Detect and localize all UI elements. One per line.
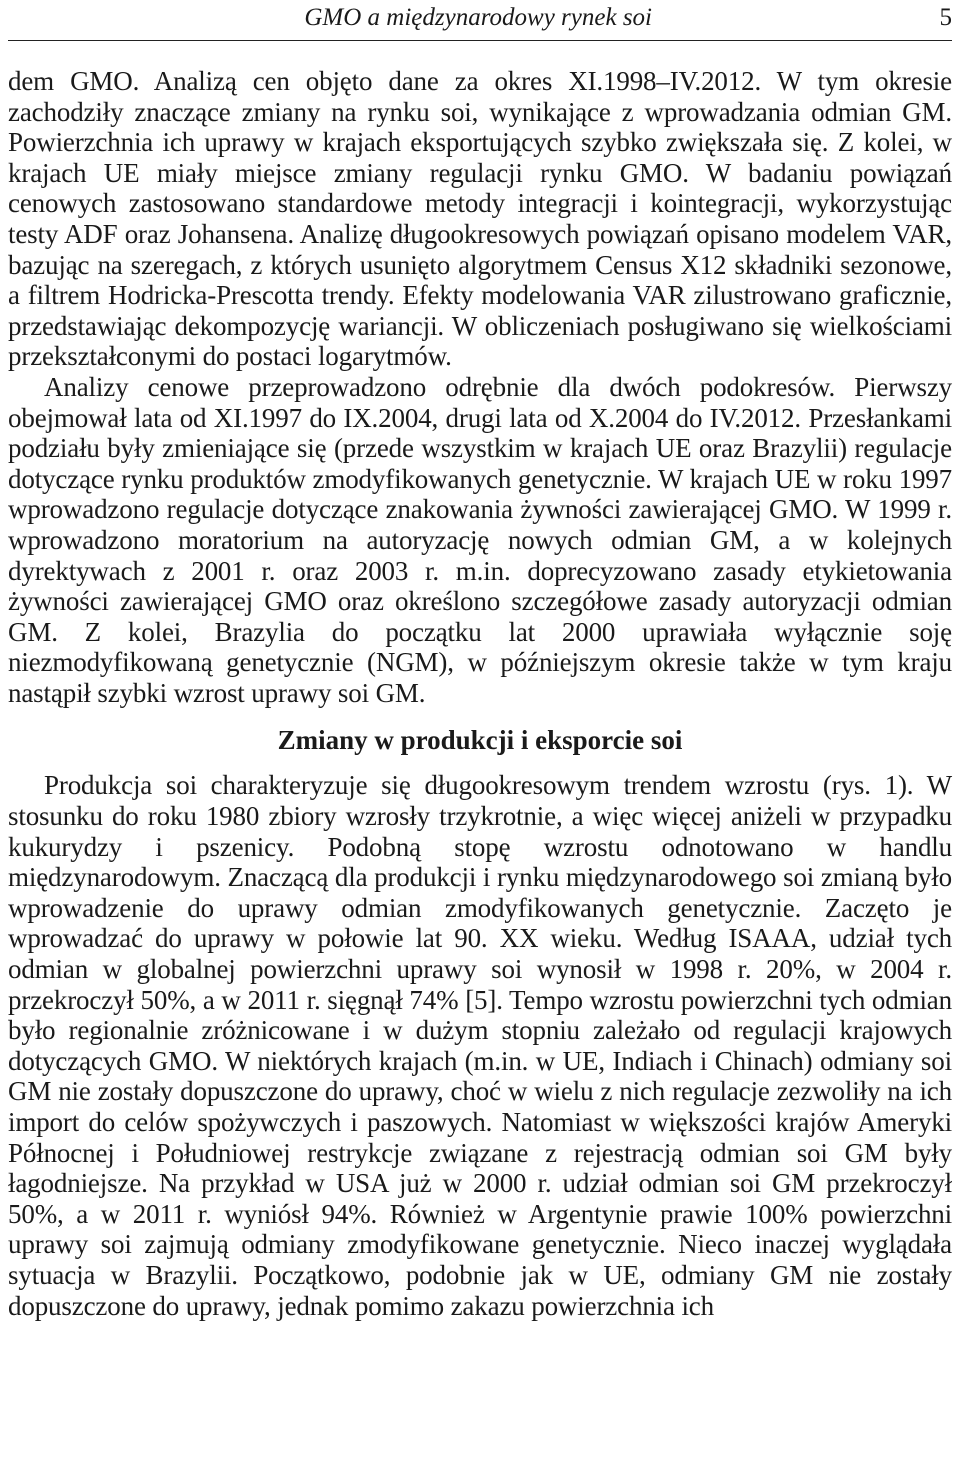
section-heading: Zmiany w produkcji i eksporcie soi bbox=[277, 725, 683, 756]
paragraph-production-export: Produkcja soi charakteryzuje się długookresowym trendem wzrostu (rys. 1). W stosunku do roku 1980 zbiory wzrosły trzykrotnie, a więc więcej aniżeli w przypadku kukurydzy i pszenicy. Podobną stopę wzrostu odnotowano w handlu międzynarodowym. Znaczącą dla produkcji i rynku międzynarodowego soi zmianą było wprowadzenie do uprawy odmian zmodyfikowanych genetycznie. Zaczęto je wprowadzać do uprawy w połowie lat 90. XX wieku. Według ISAAA, udział tych odmian w globalnej powierzchni uprawy soi wynosił w 1998 r. 20%, w 2004 r. przekroczył 50%, a w 2011 r. sięgnął 74% [5]. Tempo wzrostu powierzchni tych odmian było regionalnie zróżnicowane i w dużym stopniu zależało od regulacji krajowych dotyczących GMO. W niektórych krajach (m.in. w UE, Indiach i Chinach) odmiany soi GM nie zostały dopuszczone do uprawy, choć w wielu z nich regulacje zezwoliły na ich import do celów spożywczych i paszowych. Natomiast w większości krajów Ameryki Północnej i Południowej restrykcje związane z rejestracją odmian soi GM były łagodniejsze. Na przykład w USA już w 2000 r. udział odmian soi GM przekroczył 50%, a w 2011 r. wyniósł 94%. Również w Argentynie prawie 100% powierzchni uprawy soi zajmują odmiany zmodyfikowane genetycznie. Nieco inaczej wyglądała sytuacja w Brazylii. Początkowo, podobnie jak w UE, odmiany GM nie zostały dopuszczone do uprawy, jednak pomimo zakazu powierzchnia ich bbox=[8, 770, 952, 1321]
page-number: 5 bbox=[939, 4, 952, 31]
paragraph-methodology: dem GMO. Analizą cen objęto dane za okres XI.1998–IV.2012. W tym okresie zachodziły znaczące zmiany na rynku soi, wynikające z wprowadzania odmian GM. Powierzchnia ich uprawy w krajach eksportujących szybko zwiększała się. Z kolei, w krajach UE miały miejsce zmiany regulacji rynku GMO. W badaniu powiązań cenowych zastosowano standardowe metody integracji i kointegracji, wykorzystując testy ADF oraz Johansena. Analizę długookresowych powiązań opisano modelem VAR, bazując na szeregach, z których usunięto algorytmem Census X12 składniki sezonowe, a filtrem Hodricka-Prescotta trendy. Efekty modelowania VAR zilustrowano graficznie, przedstawiając dekompozycję wariancji. W obliczeniach posługiwano się wielkościami przekształconymi do postaci logarytmów. bbox=[8, 66, 952, 372]
page-body bbox=[8, 66, 952, 1321]
running-title: GMO a międzynarodowy rynek soi bbox=[304, 4, 652, 31]
paragraph-analysis-periods: Analizy cenowe przeprowadzono odrębnie dla dwóch podokresów. Pierwszy obejmował lata od XI.1997 do IX.2004, drugi lata od X.2004 do IV.2012. Przesłankami podziału były zmieniające się (przede wszystkim w krajach UE oraz Brazylii) regulacje dotyczące rynku produktów zmodyfikowanych genetycznie. W krajach UE w roku 1997 wprowadzono regulacje dotyczące znakowania żywności zawierającej GMO. W 1999 r. wprowadzono moratorium na autoryzację nowych odmian GM, a w kolejnych dyrektywach z 2001 r. oraz 2003 r. m.in. doprecyzowano zasady etykietowania żywności zawierającej GMO oraz określono szczegółowe zasady autoryzacji odmian GM. Z kolei, Brazylia do początku lat 2000 uprawiała wyłącznie soję niezmodyfikowaną genetycznie (NGM), w późniejszym okresie także w tym kraju nastąpił szybki wzrost uprawy soi GM. bbox=[8, 371, 952, 708]
running-header bbox=[8, 0, 952, 41]
